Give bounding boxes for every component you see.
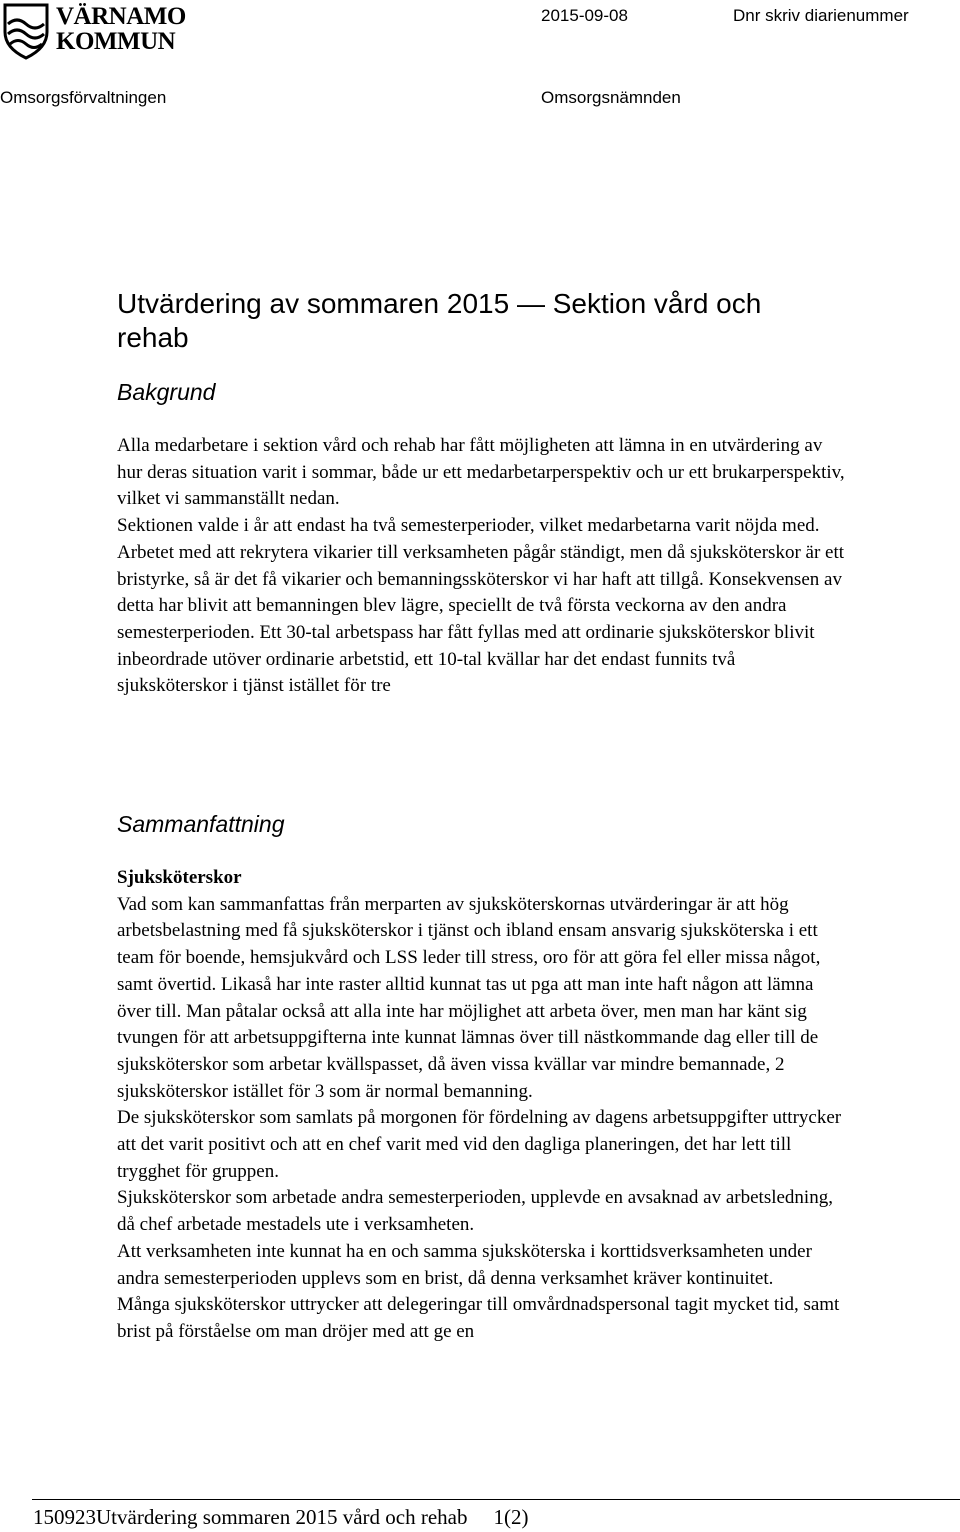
paragraph: Vad som kan sammanfattas från merparten av sjuksköterskornas utvärderingar är att hög arbetsbelastning med få sjuksköterskor i tjänst och ibland ensam ansvarig sjuksköterska i ett team för boende, hemsjukvård och LSS leder till stress, oro för att göra fel eller missa något, samt övertid. Likaså har inte raster alltid kunnat tas ut pga att man inte haft någon att lämna över till. Man påtalar också att alla inte har möjlighet att arbeta över, men man har känt sig tvungen för att arbetsuppgifterna inte kunnat lämnas över till nästkommande dag eller till de sjuksköterskor som arbetar kvällspasset, då även vissa kvällar var mindre bemannade, 2 sjuksköterskor istället för 3 som är normal bemanning.: [117, 893, 821, 1102]
coat-of-arms-icon: [2, 2, 50, 60]
background-text: [117, 433, 847, 700]
document-title: Utvärdering av sommaren 2015 — Sektion vård och rehab: [117, 288, 762, 353]
footer-divider: [32, 1499, 960, 1500]
section-heading-background: Bakgrund: [117, 379, 216, 405]
footer-page-number: 1(2): [493, 1505, 529, 1529]
footer-filename: 150923Utvärdering sommaren 2015 vård och rehab: [33, 1505, 468, 1529]
paragraph: De sjuksköterskor som samlats på morgonen för fördelning av dagens arbetsuppgifter uttrycker att det varit positivt och att en chef varit med vid den dagliga planeringen, det har lett till trygghet för gruppen.: [117, 1107, 842, 1182]
diary-number: Dnr skriv diarienummer: [733, 6, 909, 25]
paragraph: Alla medarbetare i sektion vård och rehab har fått möjligheten att lämna in en utvärdering av hur deras situation varit i sommar, både ur ett medarbetarperspektiv och ur ett brukarperspektiv, vilket vi sammanställt nedan.: [117, 435, 845, 510]
logo-line-1: VÄRNAMO: [56, 3, 186, 30]
board-name: Omsorgsnämnden: [541, 88, 681, 107]
section-heading-summary: Sammanfattning: [117, 811, 285, 837]
paragraph: Många sjuksköterskor uttrycker att delegeringar till omvårdnadspersonal tagit mycket tid, samt brist på förståelse om man dröjer med att ge en: [117, 1294, 840, 1342]
paragraph: Sektionen valde i år att endast ha två semesterperioder, vilket medarbetarna varit nöjda med. Arbetet med att rekrytera vikarier till verksamheten pågår ständigt, men då sjuksköterskor är ett bristyrke, så är det få vikarier och bemanningssköterskor vi har haft att tillgå. Konsekvensen av detta har blivit att bemanningen blev lägre, speciellt de två första veckorna av den andra semesterperioden. Ett 30-tal arbetspass har fått fyllas med att ordinarie sjuksköterskor blivit inbeordrade utöver ordinarie arbetstid, ett 10-tal kvällar har det endast funnits två sjuksköterskor i tjänst istället för tre: [117, 515, 845, 697]
summary-text: [117, 865, 847, 1346]
subheading-nurses: Sjuksköterskor: [117, 867, 242, 888]
paragraph: Att verksamheten inte kunnat ha en och samma sjuksköterska i korttidsverksamheten under andra semesterperioden upplevs som en brist, då denna verksamhet kräver kontinuitet.: [117, 1240, 812, 1289]
logo-text: [56, 4, 186, 54]
paragraph: Sjuksköterskor som arbetade andra semesterperioden, upplevde en avsaknad av arbetsledning, då chef arbetade mestadels ute i verksamheten.: [117, 1187, 833, 1236]
municipality-logo: [0, 2, 200, 62]
department-name: Omsorgsförvaltningen: [0, 88, 167, 107]
footer: [33, 1504, 528, 1530]
logo-line-2: KOMMUN: [56, 28, 176, 55]
document-date: 2015-09-08: [541, 6, 628, 25]
